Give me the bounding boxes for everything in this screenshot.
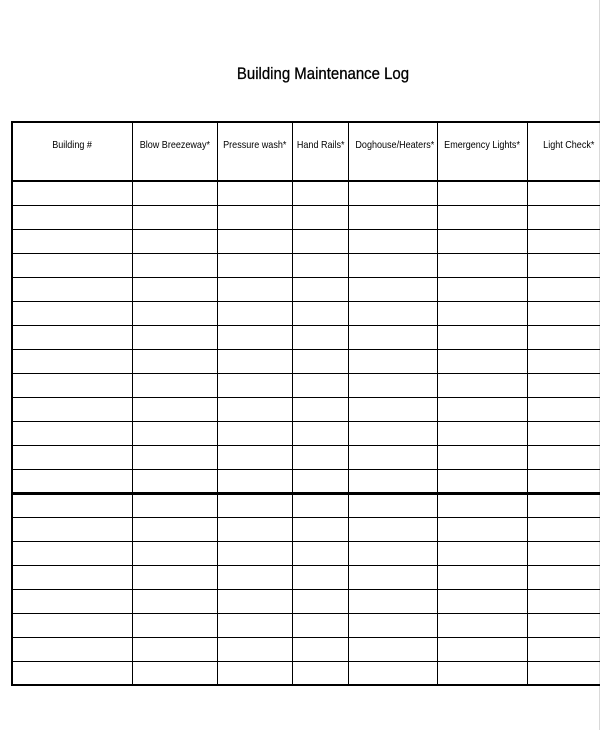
- table-cell[interactable]: [437, 589, 527, 613]
- table-cell[interactable]: [292, 661, 348, 685]
- table-cell[interactable]: [527, 613, 600, 637]
- table-cell[interactable]: [348, 229, 437, 253]
- table-cell[interactable]: [217, 181, 292, 205]
- table-cell[interactable]: [217, 565, 292, 589]
- table-cell[interactable]: [348, 421, 437, 445]
- table-cell[interactable]: [292, 181, 348, 205]
- table-cell[interactable]: [527, 277, 600, 301]
- table-cell[interactable]: [292, 156, 348, 181]
- column-header-blow-breezeway: Blow Breezeway*: [132, 122, 217, 156]
- table-cell[interactable]: [217, 637, 292, 661]
- table-cell[interactable]: [132, 229, 217, 253]
- table-cell[interactable]: [12, 517, 132, 541]
- table-cell[interactable]: [348, 565, 437, 589]
- table-cell[interactable]: [527, 637, 600, 661]
- table-row: [12, 373, 600, 397]
- table-cell[interactable]: [348, 325, 437, 349]
- table-cell[interactable]: [132, 517, 217, 541]
- table-cell[interactable]: [12, 156, 132, 181]
- table-body: [12, 156, 600, 685]
- table-cell[interactable]: [217, 229, 292, 253]
- table-row: [12, 301, 600, 325]
- table-row: [12, 181, 600, 205]
- table-cell[interactable]: [527, 589, 600, 613]
- table-cell[interactable]: [348, 277, 437, 301]
- table-cell[interactable]: [292, 613, 348, 637]
- table-cell[interactable]: [292, 349, 348, 373]
- table-row: [12, 421, 600, 445]
- header-row: [12, 122, 600, 156]
- table-cell[interactable]: [437, 421, 527, 445]
- table-cell[interactable]: [12, 325, 132, 349]
- table-cell[interactable]: [292, 493, 348, 517]
- table-cell[interactable]: [12, 421, 132, 445]
- table-cell[interactable]: [12, 469, 132, 493]
- column-header-doghouse-heaters: Doghouse/Heaters*: [348, 122, 437, 156]
- table-row: [12, 277, 600, 301]
- table-cell[interactable]: [12, 637, 132, 661]
- table-cell[interactable]: [437, 517, 527, 541]
- table-row: [12, 229, 600, 253]
- table-cell[interactable]: [217, 661, 292, 685]
- table-row: [12, 565, 600, 589]
- table-cell[interactable]: [132, 445, 217, 469]
- table-cell[interactable]: [292, 397, 348, 421]
- table-cell[interactable]: [527, 397, 600, 421]
- table-cell[interactable]: [437, 277, 527, 301]
- table-cell[interactable]: [132, 613, 217, 637]
- table-cell[interactable]: [348, 541, 437, 565]
- table-cell[interactable]: [217, 277, 292, 301]
- table-cell[interactable]: [217, 325, 292, 349]
- table-cell[interactable]: [437, 637, 527, 661]
- table-cell[interactable]: [12, 349, 132, 373]
- table-cell[interactable]: [12, 373, 132, 397]
- table-cell[interactable]: [12, 445, 132, 469]
- table-cell[interactable]: [437, 541, 527, 565]
- table-row: [12, 445, 600, 469]
- table-cell[interactable]: [132, 565, 217, 589]
- table-cell[interactable]: [292, 325, 348, 349]
- table-cell[interactable]: [217, 373, 292, 397]
- table-cell[interactable]: [292, 565, 348, 589]
- table-row: [12, 205, 600, 229]
- table-cell[interactable]: [217, 397, 292, 421]
- table-cell[interactable]: [527, 373, 600, 397]
- table-cell[interactable]: [12, 397, 132, 421]
- table-cell[interactable]: [292, 589, 348, 613]
- table-cell[interactable]: [527, 325, 600, 349]
- table-cell[interactable]: [292, 301, 348, 325]
- table-cell[interactable]: [437, 373, 527, 397]
- table-cell[interactable]: [12, 229, 132, 253]
- table-cell[interactable]: [217, 205, 292, 229]
- table-cell[interactable]: [437, 229, 527, 253]
- table-cell[interactable]: [527, 661, 600, 685]
- table-cell[interactable]: [12, 253, 132, 277]
- table-cell[interactable]: [132, 661, 217, 685]
- column-header-pressure-wash: Pressure wash*: [217, 122, 292, 156]
- table-cell[interactable]: [348, 397, 437, 421]
- table-cell[interactable]: [437, 493, 527, 517]
- header-subrow: [12, 156, 600, 181]
- table-cell[interactable]: [437, 565, 527, 589]
- table-cell[interactable]: [348, 253, 437, 277]
- table-cell[interactable]: [217, 445, 292, 469]
- table-cell[interactable]: [437, 301, 527, 325]
- table-cell[interactable]: [217, 613, 292, 637]
- table-cell[interactable]: [527, 517, 600, 541]
- table-cell[interactable]: [132, 277, 217, 301]
- table-cell[interactable]: [348, 493, 437, 517]
- table-row: [12, 397, 600, 421]
- table-cell[interactable]: [217, 541, 292, 565]
- table-cell[interactable]: [132, 325, 217, 349]
- table-cell[interactable]: [132, 421, 217, 445]
- table-cell[interactable]: [292, 445, 348, 469]
- table-cell[interactable]: [437, 156, 527, 181]
- table-row: [12, 469, 600, 493]
- table-cell[interactable]: [217, 589, 292, 613]
- table-cell[interactable]: [132, 493, 217, 517]
- table-cell[interactable]: [132, 637, 217, 661]
- table-cell[interactable]: [132, 205, 217, 229]
- table-row: [12, 541, 600, 565]
- table-cell[interactable]: [132, 253, 217, 277]
- table-cell[interactable]: [217, 517, 292, 541]
- column-header-building: Building #: [12, 122, 132, 156]
- table-cell[interactable]: [292, 469, 348, 493]
- table-cell[interactable]: [527, 565, 600, 589]
- table-cell[interactable]: [527, 253, 600, 277]
- table-cell[interactable]: [348, 589, 437, 613]
- table-cell[interactable]: [292, 277, 348, 301]
- table-cell[interactable]: [437, 445, 527, 469]
- table-cell[interactable]: [12, 181, 132, 205]
- table-cell[interactable]: [12, 541, 132, 565]
- column-header-light-check: Light Check*: [527, 122, 600, 156]
- table-cell[interactable]: [132, 181, 217, 205]
- table-row: [12, 661, 600, 685]
- table-cell[interactable]: [527, 181, 600, 205]
- table-cell[interactable]: [217, 301, 292, 325]
- table-cell[interactable]: [437, 469, 527, 493]
- table-cell[interactable]: [437, 613, 527, 637]
- table-cell[interactable]: [12, 493, 132, 517]
- table-cell[interactable]: [132, 349, 217, 373]
- table-cell[interactable]: [348, 517, 437, 541]
- table-cell[interactable]: [12, 613, 132, 637]
- table-cell[interactable]: [348, 205, 437, 229]
- table-cell[interactable]: [527, 229, 600, 253]
- table-cell[interactable]: [437, 325, 527, 349]
- table-cell[interactable]: [132, 589, 217, 613]
- table-cell[interactable]: [292, 517, 348, 541]
- table-cell[interactable]: [12, 277, 132, 301]
- table-cell[interactable]: [132, 397, 217, 421]
- table-cell[interactable]: [527, 205, 600, 229]
- table-cell[interactable]: [292, 229, 348, 253]
- table-cell[interactable]: [217, 421, 292, 445]
- table-cell[interactable]: [12, 205, 132, 229]
- table-cell[interactable]: [217, 493, 292, 517]
- table-cell[interactable]: [217, 469, 292, 493]
- table-cell[interactable]: [132, 541, 217, 565]
- table-cell[interactable]: [527, 156, 600, 181]
- table-cell[interactable]: [12, 661, 132, 685]
- table-cell[interactable]: [132, 301, 217, 325]
- table-cell[interactable]: [348, 349, 437, 373]
- table-row: [12, 325, 600, 349]
- table-cell[interactable]: [437, 349, 527, 373]
- table-cell[interactable]: [348, 445, 437, 469]
- table-cell[interactable]: [348, 156, 437, 181]
- table-cell[interactable]: [12, 565, 132, 589]
- table-cell[interactable]: [437, 181, 527, 205]
- table-cell[interactable]: [437, 205, 527, 229]
- table-cell[interactable]: [292, 637, 348, 661]
- table-cell[interactable]: [292, 253, 348, 277]
- table-cell[interactable]: [348, 373, 437, 397]
- table-cell[interactable]: [292, 205, 348, 229]
- table-row: [12, 637, 600, 661]
- column-header-emergency-lights: Emergency Lights*: [437, 122, 527, 156]
- table-cell[interactable]: [292, 373, 348, 397]
- table-cell[interactable]: [437, 397, 527, 421]
- table-row: [12, 517, 600, 541]
- maintenance-log-table: [11, 121, 600, 686]
- column-header-hand-rails: Hand Rails*: [292, 122, 348, 156]
- table-cell[interactable]: [527, 301, 600, 325]
- table-row: [12, 493, 600, 517]
- table-cell[interactable]: [217, 156, 292, 181]
- table-cell[interactable]: [437, 253, 527, 277]
- table-row: [12, 253, 600, 277]
- table-cell[interactable]: [348, 661, 437, 685]
- table-row: [12, 589, 600, 613]
- table-cell[interactable]: [292, 421, 348, 445]
- table-cell[interactable]: [292, 541, 348, 565]
- table-cell[interactable]: [348, 613, 437, 637]
- table-cell[interactable]: [217, 253, 292, 277]
- table-cell[interactable]: [12, 589, 132, 613]
- table-cell[interactable]: [348, 301, 437, 325]
- table-cell[interactable]: [132, 156, 217, 181]
- table-cell[interactable]: [527, 445, 600, 469]
- table-cell[interactable]: [527, 421, 600, 445]
- table-cell[interactable]: [527, 469, 600, 493]
- table-cell[interactable]: [12, 301, 132, 325]
- table-cell[interactable]: [348, 637, 437, 661]
- page-title: Building Maintenance Log: [236, 64, 410, 83]
- table-row: [12, 349, 600, 373]
- table-row: [12, 613, 600, 637]
- table-cell[interactable]: [348, 181, 437, 205]
- table-cell[interactable]: [527, 349, 600, 373]
- table-cell[interactable]: [437, 661, 527, 685]
- table-cell[interactable]: [348, 469, 437, 493]
- table-cell[interactable]: [132, 469, 217, 493]
- table-cell[interactable]: [132, 373, 217, 397]
- table-cell[interactable]: [217, 349, 292, 373]
- table-cell[interactable]: [527, 541, 600, 565]
- table-cell[interactable]: [527, 493, 600, 517]
